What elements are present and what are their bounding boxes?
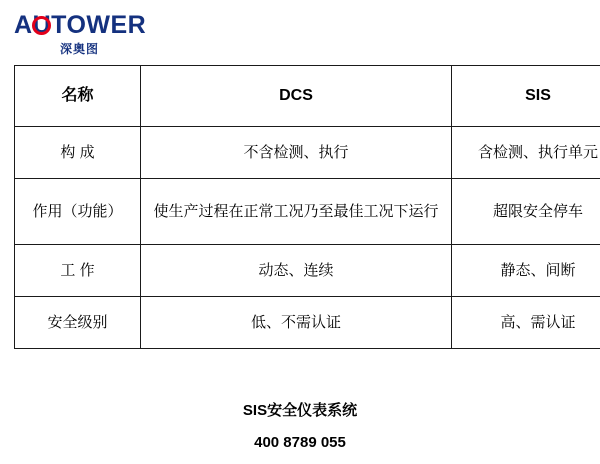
footer-title: SIS安全仪表系统	[242, 402, 358, 419]
cell-safety-sis: 高、需认证	[452, 297, 600, 349]
logo-letters-tower: TOWER	[51, 11, 147, 39]
table-row	[15, 297, 600, 349]
table-header-name: 名称	[15, 66, 141, 127]
table-row	[15, 127, 600, 179]
comparison-table	[14, 65, 600, 349]
row-label-work: 工 作	[15, 245, 141, 297]
row-label-safety-level: 安全级别	[15, 297, 141, 349]
company-logo	[14, 12, 164, 56]
footer-phone: 400 8789 055	[254, 434, 346, 451]
cell-compose-dcs: 不含检测、执行	[141, 127, 452, 179]
row-label-function: 作用（功能）	[15, 179, 141, 245]
table-header-sis: SIS	[452, 66, 600, 127]
logo-wordmark	[14, 12, 164, 39]
cell-work-sis: 静态、间断	[452, 245, 600, 297]
cell-compose-sis: 含检测、执行单元	[452, 127, 600, 179]
table-header-row	[15, 66, 600, 127]
table-header-dcs: DCS	[141, 66, 452, 127]
cell-safety-dcs: 低、不需认证	[141, 297, 452, 349]
logo-subtitle: 深奥图	[60, 42, 100, 56]
cell-work-dcs: 动态、连续	[141, 245, 452, 297]
table-row	[15, 179, 600, 245]
cell-function-dcs: 使生产过程在正常工况乃至最佳工况下运行	[141, 179, 452, 245]
cell-function-sis: 超限安全停车	[452, 179, 600, 245]
row-label-compose: 构 成	[15, 127, 141, 179]
logo-letter-u-ring: U	[32, 11, 52, 39]
logo-letter-a: A	[14, 11, 33, 39]
footer	[0, 398, 600, 456]
table-row	[15, 245, 600, 297]
